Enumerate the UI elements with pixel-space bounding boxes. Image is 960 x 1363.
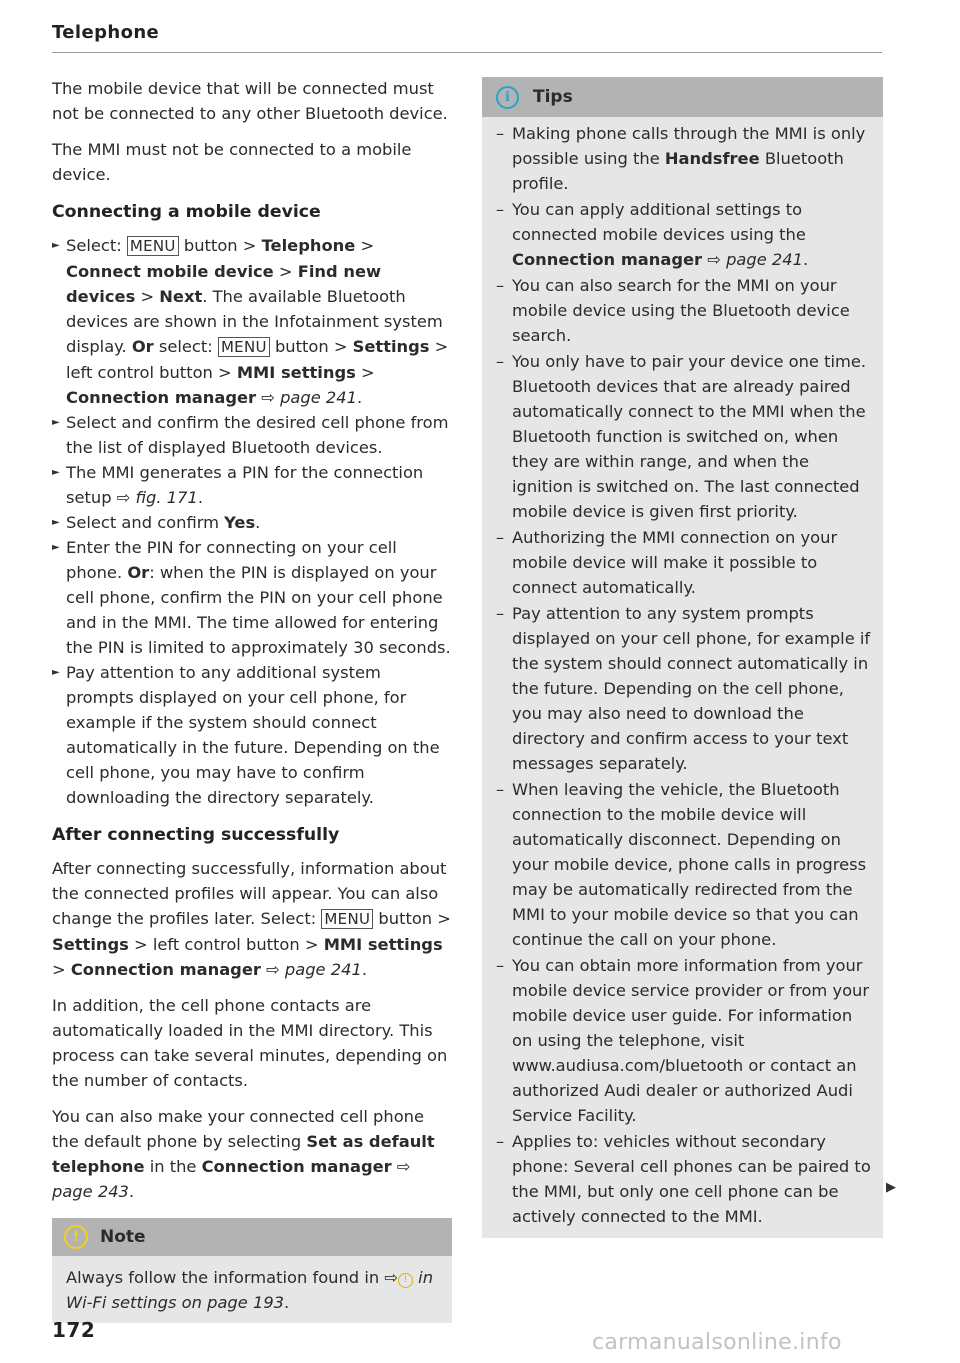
step-item: ► Select and confirm the desired cell phone from the list of displayed Bluetooth devices. <box>52 410 452 460</box>
intro-paragraph-2: The MMI must not be connected to a mobile device. <box>52 140 412 184</box>
watermark: carmanualsonline.info <box>592 1330 842 1355</box>
tips-body <box>482 117 883 1238</box>
tips-title: Tips <box>533 87 573 107</box>
info-icon: i <box>496 86 519 109</box>
note-exclamation-icon: ! <box>398 1273 413 1288</box>
page-reference-link[interactable]: ⇨ page 241 <box>266 960 362 979</box>
note-box <box>52 1218 452 1323</box>
intro-paragraph-1: The mobile device that will be connected must not be connected to any other Bluetooth device. <box>52 79 448 123</box>
left-column <box>52 76 452 1323</box>
after-paragraph-1: After connecting successfully, information about the connected profiles will appear. You can also change the profiles later. Select: MENU button > Settings > left control button > MMI settings > Connection manager ⇨ page 241. <box>52 859 451 979</box>
step-item: ► Select: MENU button > Telephone > Connect mobile device > Find new devices > Next. The available Bluetooth devices are shown in the Infotainment system display. Or select: MENU button > Settings > left control button > MMI settings > Connection manager ⇨ page 241. <box>52 233 452 410</box>
continue-arrow-icon: ▶ <box>886 1180 896 1195</box>
tip-item: – You only have to pair your device one time. Bluetooth devices that are already paired automatically connect to the MMI when the Bluetooth function is switched on, when they are within range, and when the ignition is switched on. The last connected mobile device is given first priority. <box>496 349 873 524</box>
dash-bullet: – <box>496 604 505 623</box>
step-item: ► Pay attention to any additional system prompts displayed on your cell phone, for example if the system should connect automatically in the future. Depending on the cell phone, you may have to confirm downloading the directory separately. <box>52 660 452 810</box>
page-number: 172 <box>52 1318 96 1342</box>
after-paragraph-3: You can also make your connected cell phone the default phone by selecting Set as default telephone in the Connection manager ⇨ page 243. <box>52 1107 435 1201</box>
note-title: Note <box>100 1227 146 1247</box>
menu-key: MENU <box>218 337 270 357</box>
step-arrow-icon: ► <box>52 667 60 678</box>
tip-item: – You can also search for the MMI on your mobile device using the Bluetooth device search. <box>496 273 873 348</box>
connect-steps-list <box>52 233 452 810</box>
step-arrow-icon: ► <box>52 417 60 428</box>
tips-box <box>482 77 883 1238</box>
page-reference-link[interactable]: ⇨ page 241 <box>261 388 357 407</box>
tip-item: – When leaving the vehicle, the Bluetooth connection to the mobile device will automatically disconnect. Depending on your mobile device, phone calls in progress may be automatically redirected from the MMI to your mobile device so that you can continue the call on your phone. <box>496 777 873 952</box>
dash-bullet: – <box>496 276 505 295</box>
menu-key: MENU <box>321 909 373 929</box>
dash-bullet: – <box>496 124 505 143</box>
menu-key: MENU <box>127 236 179 256</box>
note-header <box>52 1218 452 1256</box>
dash-bullet: – <box>496 200 505 219</box>
step-arrow-icon: ► <box>52 240 60 251</box>
step-arrow-icon: ► <box>52 517 60 528</box>
note-body: Always follow the information found in ⇨ ! in Wi-Fi settings on page 193. <box>52 1256 452 1323</box>
page-reference-link[interactable]: ⇨ page 241 <box>707 250 803 269</box>
heading-connecting: Connecting a mobile device <box>52 202 321 222</box>
dash-bullet: – <box>496 1132 505 1151</box>
figure-reference-link[interactable]: ⇨ fig. 171 <box>116 488 198 507</box>
dash-bullet: – <box>496 780 505 799</box>
step-arrow-icon: ► <box>52 467 60 478</box>
note-reference-link[interactable]: ⇨ ! in Wi-Fi settings on page 193 <box>66 1268 434 1312</box>
section-title: Telephone <box>52 22 160 43</box>
warning-exclamation-icon: ! <box>64 1225 88 1249</box>
heading-after-connecting: After connecting successfully <box>52 825 340 845</box>
dash-bullet: – <box>496 352 505 371</box>
step-arrow-icon: ► <box>52 542 60 553</box>
tip-item: – Pay attention to any system prompts displayed on your cell phone, for example if the system should connect automatically in the future. Depending on the cell phone, you may also need to download the directory and confirm access to your text messages separately. <box>496 601 873 776</box>
page-reference-link[interactable]: ⇨ page 243 <box>52 1157 411 1201</box>
tip-item: – Authorizing the MMI connection on your mobile device will make it possible to connect automatically. <box>496 525 873 600</box>
tip-item: – Applies to: vehicles without secondary phone: Several cell phones can be paired to the MMI, but only one cell phone can be actively connected to the MMI. <box>496 1129 873 1229</box>
tip-item: – You can apply additional settings to connected mobile devices using the Connection manager ⇨ page 241. <box>496 197 873 272</box>
page-header <box>52 22 882 53</box>
tips-header <box>482 77 883 117</box>
after-paragraph-2: In addition, the cell phone contacts are automatically loaded in the MMI directory. This process can take several minutes, depending on the number of contacts. <box>52 996 448 1090</box>
tip-item: – You can obtain more information from your mobile device service provider or from your mobile device user guide. For information on using the telephone, visit www.audiusa.com/bluetooth or contact an authorized Audi dealer or authorized Audi Service Facility. <box>496 953 873 1128</box>
step-item: ► The MMI generates a PIN for the connection setup ⇨ fig. 171. <box>52 460 452 510</box>
dash-bullet: – <box>496 956 505 975</box>
step-item: ► Enter the PIN for connecting on your cell phone. Or: when the PIN is displayed on your cell phone, confirm the PIN on your cell phone and in the MMI. The time allowed for entering the PIN is limited to approximately 30 seconds. <box>52 535 452 660</box>
step-item: ► Select and confirm Yes. <box>52 510 452 535</box>
tip-item: – Making phone calls through the MMI is only possible using the Handsfree Bluetooth profile. <box>496 121 873 196</box>
dash-bullet: – <box>496 528 505 547</box>
tips-list <box>496 121 873 1229</box>
